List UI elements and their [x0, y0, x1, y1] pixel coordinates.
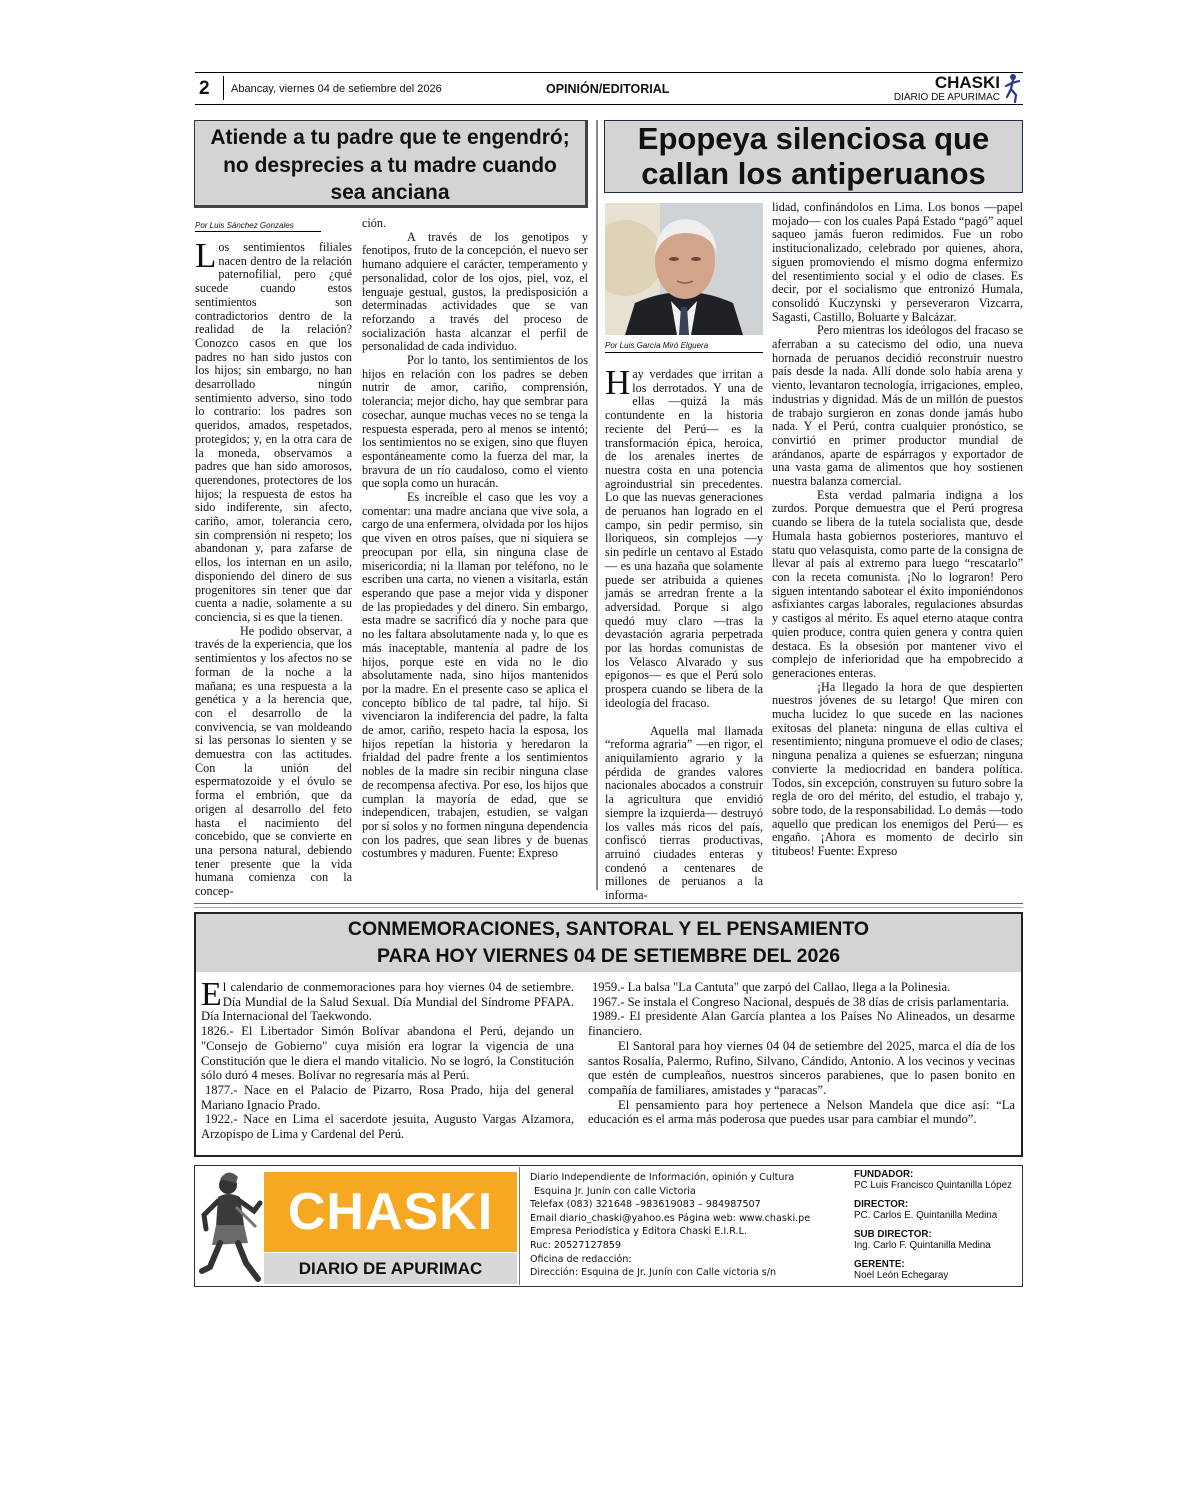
footer-brand-subtitle: DIARIO DE APURIMAC	[298, 1259, 483, 1278]
staff-name: PC. Carlos E. Quintanilla Medina	[854, 1209, 998, 1221]
footer-info-line: Diario Independiente de Información, opinión y Cultura	[530, 1172, 795, 1183]
commemorations-column-1	[201, 976, 574, 1142]
commemorations-title-line: PARA HOY VIERNES 04 DE SETIEMBRE DEL 2026	[376, 945, 841, 967]
article1-headline-line: Atiende a tu padre que te engendró;	[210, 126, 570, 149]
drop-cap: L	[195, 236, 217, 275]
article1-paragraph: Por lo tanto, los sentimientos de los hijos en relación con los padres se deben nutrir de amor, cariño, comprensión, tolerancia; mejor dicho, hay que sembrar para cosechar, aunque muchas veces no se tenga la respuesta esperada, pero al menos se intentó; los sentimientos no se exigen, sino que fluyen espontáneamente como la fuerza del mar, la bravura de un río caudaloso, como el viento que sopla como un huracán.	[362, 353, 588, 491]
article1-headline-line: sea anciana	[330, 181, 450, 204]
drop-cap: E	[201, 976, 222, 1013]
footer-staff	[854, 1170, 1024, 1290]
article1-column-2	[362, 217, 588, 861]
header-top-rule	[195, 72, 1023, 73]
author-portrait	[605, 203, 763, 335]
page-number: 2	[199, 78, 210, 99]
footer-info-line: Telefax (083) 321648 –983619083 – 984987507	[530, 1199, 761, 1211]
footer-info-line: Email diario_chaski@yahoo.es Página web: www.chaski.pe	[530, 1212, 811, 1224]
article1-headline-line: no desprecies a tu madre cuando	[223, 153, 557, 177]
article1-column-1	[195, 236, 352, 899]
footer-info-line: Empresa Periodística y Editora Chaski E.I.R.L.	[530, 1226, 748, 1238]
section-divider	[194, 903, 1023, 908]
article2-column-2	[772, 201, 1023, 859]
footer-separator	[519, 1167, 520, 1285]
article2-text: ay verdades que irritan a los derrotados. Y una de ellas —quizá la más contundente en la historia reciente del Perú— es la transformación épica, heroica, de los arenales inertes de nuestra costa en una potencia agroindustrial sin precedentes. Lo que las nuevas generaciones de peruanos han logrado en el campo, sin pedir permiso, sin lloriqueos, sin complejos —y sin pedirle un centavo al Estado— es una hazaña que solamente puede ser atribuida a quienes jamás se arredran frente a la adversidad. Porque si algo quedó muy claro —tras la devastación agraria perpetrada por las hordas comunistas de los Velasco Alvarado y sus epígonos— es que el Perú solo prospera cuando se libera de la ideología del fracaso.	[605, 367, 763, 710]
header-separator	[223, 76, 224, 100]
article1-paragraph: He podido observar, a través de la experiencia, que los sentimientos y los afectos no se forman de la noche a la mañana; es una respuesta a la genética y a la herencia que, con el desarrollo de la convivencia, se van moldeando si las personas lo sienten y se demuestra con las actitudes. Con la unión del espermatozoide y el óvulo se forma el embrión, que da origen al desarrollo del feto hasta el nacimiento del concebido, que se convierte en una persona natural, debiendo tener presente que la vida humana comienza con la concep-	[195, 623, 352, 899]
commemorations-paragraph: 1877.- Nace en el Palacio de Pizarro, Rosa Prado, hija del general Mariano Ignacio Prado.	[201, 1082, 574, 1112]
masthead-subtitle: DIARIO DE APURIMAC	[893, 92, 1000, 103]
article2-paragraph	[605, 363, 763, 711]
commemorations-paragraph: El pensamiento para hoy pertenece a Nelson Mandela que dice así: “La educación es el arma más poderosa que puedes usar para cambiar el mundo”.	[588, 1097, 1015, 1127]
commemorations-paragraph	[201, 976, 574, 1024]
commemorations-paragraph: 1922.- Nace en Lima el sacerdote jesuita, Augusto Vargas Alzamora, Arzopispo de Lima y Cardenal del Perú.	[201, 1112, 574, 1142]
masthead-brand	[890, 74, 1000, 104]
staff-role: SUB DIRECTOR:	[854, 1229, 932, 1240]
commemorations-text: l calendario de conmemoraciones para hoy viernes 04 de setiembre. Día Mundial de la Salud Sexual. Día Mundial del Síndrome PFAPA. Día Internacional del Taekwondo.	[201, 980, 574, 1024]
article2-paragraph: Esta verdad palmaria indigna a los zurdos. Porque demuestra que el Perú progresa cuando se libera de la tutela socialista que, desde Humala hasta gobiernos posteriores, mantuvo el statu quo velasquista, como parte de la consigna de llevar al país al extremo para luego “rescatarlo” con la receta comunista. ¡No lo lograron! Pero siguen intentando sabotear el éxito imponiéndonos asfixiantes cargas laborales, regulaciones absurdas y castigos al mérito. Es aquel eterno ataque contra quien produce, contra quien genera y contra quien destaca. Es la obsesión por mantener vivo el complejo de inferioridad que ha empobrecido a generaciones enteras.	[772, 487, 1023, 680]
commemorations-paragraph: 1967.- Se instala el Congreso Nacional, después de 38 días de crisis parlamentaria.	[592, 994, 1010, 1009]
footer-info-line: Oficina de redacción:	[530, 1253, 632, 1265]
article1-paragraph: A través de los genotipos y fenotipos, fruto de la concepción, el nuevo ser humano adquiere el carácter, temperamento y personalidad, color de los ojos, piel, voz, el lenguaje gestual, gustos, la predisposición a determinadas actividades que se van reforzando a través del proceso de socialización hasta alcanzar el perfil de personalidad de cada individuo.	[362, 229, 588, 354]
article2-paragraph: Pero mientras los ideólogos del fracaso se aferraban a su catecismo del odio, una nueva hornada de peruanos decidió reconstruir nuestro país desde la nada. Allí donde solo había arena y viento, levantaron tecnología, irrigaciones, empleo, industrias y dignidad. Más de un millón de puestos de trabajo surgieron en zonas donde jamás hubo nada. Y el Perú, contra cualquier pronóstico, se convirtió en primer productor mundial de arándanos, aparte de espárragos y exportador de una vasta gama de alimentos que hoy sostienen nuestra balanza comercial.	[772, 323, 1023, 489]
commemorations-paragraph: 1826.- El Libertador Simón Bolívar abandona el Perú, dejando un "Consejo de Gobierno" cuya misión era lograr la vigencia de una Constitución que le diera el mando vitalicio. No se logró, la Constitución sólo duró 4 meses. Bolívar no regresaría más al Perú.	[201, 1024, 574, 1083]
article1-byline: Por Luis Sánchez Gonzales	[195, 221, 321, 232]
staff-role: GERENTE:	[854, 1259, 905, 1270]
article2-headline-line: callan los antiperuanos	[641, 156, 986, 191]
article1-headline	[194, 120, 588, 208]
issue-date: Abancay, viernes 04 de setiembre del 2026	[231, 83, 442, 95]
article1-paragraph: Es increíble el caso que les voy a comentar: una madre anciana que vive sola, a cargo de una enfermera, olvidada por los hijos que viven en otros países, que ni siquiera se preocupan por ella, sin ninguna clase de misericordia; ni la llaman por teléfono, no le escriben una carta, no vienen a visitarla, están esperando que pase a mejor vida y disponer de las propiedades y del dinero. Sin embargo, esta madre se sacrificó día y noche para que no les faltara absolutamente nada y, lo que es más inaceptable, mantenía al padre de los hijos, porque este en vida no le dio absolutamente nada, sino hijos mantenidos por la madre. En el presente caso se aplica el concepto bíblico de tal padre, tal hijo. Si vivenciaron la indiferencia del padre, la falta de amor, cariño, respeto hacia la esposa, los hijos repetían la historia y heredaron la frialdad del padre frente a los sentimientos nobles de la madre sin recibir ninguna clase de recompensa afectiva. Por eso, los hijos que cumplan la mayoría de edad, que se independicen, trabajen, estudien, se valgan por sí solos y no formen ninguna dependencia con los padres, que sean libres y de buenas costumbres y maduren. Fuente: Expreso	[362, 490, 588, 861]
commemorations-column-2	[588, 980, 1015, 1127]
footer-brand: CHASKI	[287, 1183, 494, 1241]
staff-role: FUNDADOR:	[854, 1169, 914, 1180]
staff-name: Ing. Carlo F. Quintanilla Medina	[854, 1239, 991, 1251]
article1-text: os sentimientos filiales nacen dentro de la relación paternofilial, pero ¿qué sucede cuando estos sentimientos son contradictorios dentro de la realidad de la relación? Conozco casos en que los padres no han sido justos con los hijos; sin embargo, no han desarrollado ningún sentimiento adverso, sino todo lo contrario: los padres son queridos, amados, respetados, protegidos; y, en la otra cara de la moneda, observamos a padres que han sido amorosos, querendones, protectores de los hijos; la respuesta de estos ha sido indiferente, sin afecto, cariño, amor, tolerancia cero, sin comprensión ni respeto; los abandonan y, para zafarse de ellos, los internan en un asilo, disponiendo del dinero de sus progenitores sin tener que dar cuenta a nadie, solamente a su conciencia, si es que la tienen.	[195, 240, 352, 624]
footer-info-line: Esquina Jr. Junín con calle Victoria	[534, 1185, 696, 1197]
commemorations-paragraph: El Santoral para hoy viernes 04 04 de setiembre del 2025, marca el día de los santos Rosalía, Palermo, Rufino, Silvano, Cándido, Antonio. A los vecinos y vecinas que estén de cumpleaños, nuestros sinceros parabienes, que lo pasen bonito en compañía de familiares, amistades y “paracas”.	[588, 1038, 1015, 1097]
runner-icon	[196, 1167, 266, 1284]
drop-cap: H	[605, 363, 631, 402]
runner-icon	[1003, 73, 1023, 103]
commemorations-paragraph: 1959.- La balsa "La Cantuta" que zarpó del Callao, llega a la Polinesia.	[592, 980, 951, 994]
article1-paragraph: ción.	[362, 216, 387, 230]
commemorations-title-line: CONMEMORACIONES, SANTORAL Y EL PENSAMIENTO	[347, 918, 870, 940]
article2-column-1	[605, 363, 763, 903]
article2-headline-line: Epopeya silenciosa que	[637, 121, 990, 156]
column-divider	[596, 120, 598, 890]
article2-paragraph: Aquella mal llamada “reforma agraria” —en rigor, el aniquilamiento agrario y la pérdida de grandes valores nacionales abocados a construir la agricultura que envidió siempre la izquierda— destruyó los valles más ricos del país, confiscó tierras productivas, arruinó ciudades enteras y condenó a centenares de millones de peruanos a la informa-	[605, 723, 763, 903]
article2-paragraph: ¡Ha llegado la hora de que despierten nuestros jóvenes de su letargo! Que miren con mucha lucidez lo que sucede en las naciones exitosas del planeta: ninguna de ellas cultiva el resentimiento; ninguna promueve el odio de clases; ninguna penaliza a quienes se esfuerzan; ninguna convierte la mediocridad en bandera política. Todos, sin excepción, construyen su futuro sobre la regla de oro del mérito, del estudio, el trabajo y, sobre todo, de la responsabilidad. Lo demás —todo aquello que predican los enemigos del Perú— es engaño. ¡Ahora es momento de decirlo sin titubeos! Fuente: Expreso	[772, 679, 1023, 859]
article2-byline: Por Luis García Miró Elguera	[605, 341, 763, 353]
masthead-name: CHASKI	[934, 73, 1000, 92]
header-bottom-rule	[195, 104, 1023, 105]
staff-name: Noel León Echegaray	[854, 1269, 949, 1281]
footer-contact-info	[530, 1171, 830, 1280]
footer-info-line: Ruc: 20527127859	[530, 1239, 622, 1251]
staff-role: DIRECTOR:	[854, 1199, 909, 1210]
commemorations-title	[196, 914, 1021, 972]
article1-paragraph	[195, 236, 352, 625]
staff-name: PC Luis Francisco Quintanilla López	[854, 1179, 1012, 1191]
section-title: OPINIÓN/EDITORIAL	[546, 82, 670, 96]
footer-info-line: Dirección: Esquina de Jr. Junín con Calle victoria s/n	[530, 1267, 777, 1279]
article2-headline	[604, 120, 1023, 193]
article2-paragraph: lidad, confinándolos en Lima. Los bonos —papel mojado— con los cuales Papá Estado “pagó” aquel saqueo jamás fueron redimidos. Fue un robo institucionalizado, celebrado por quienes, ahora, siguen promoviendo el mismo dogma enfermizo del resentimiento social y el odio de clases. Es decir, por el socialismo que entronizó Humala, consolidó Kuczynski y perseveraron Vizcarra, Sagasti, Castillo, Boluarte y Balcázar.	[772, 200, 1023, 324]
commemorations-paragraph: 1989.- El presidente Alan García plantea a los Países No Alineados, un desarme financiero.	[588, 1009, 1015, 1039]
